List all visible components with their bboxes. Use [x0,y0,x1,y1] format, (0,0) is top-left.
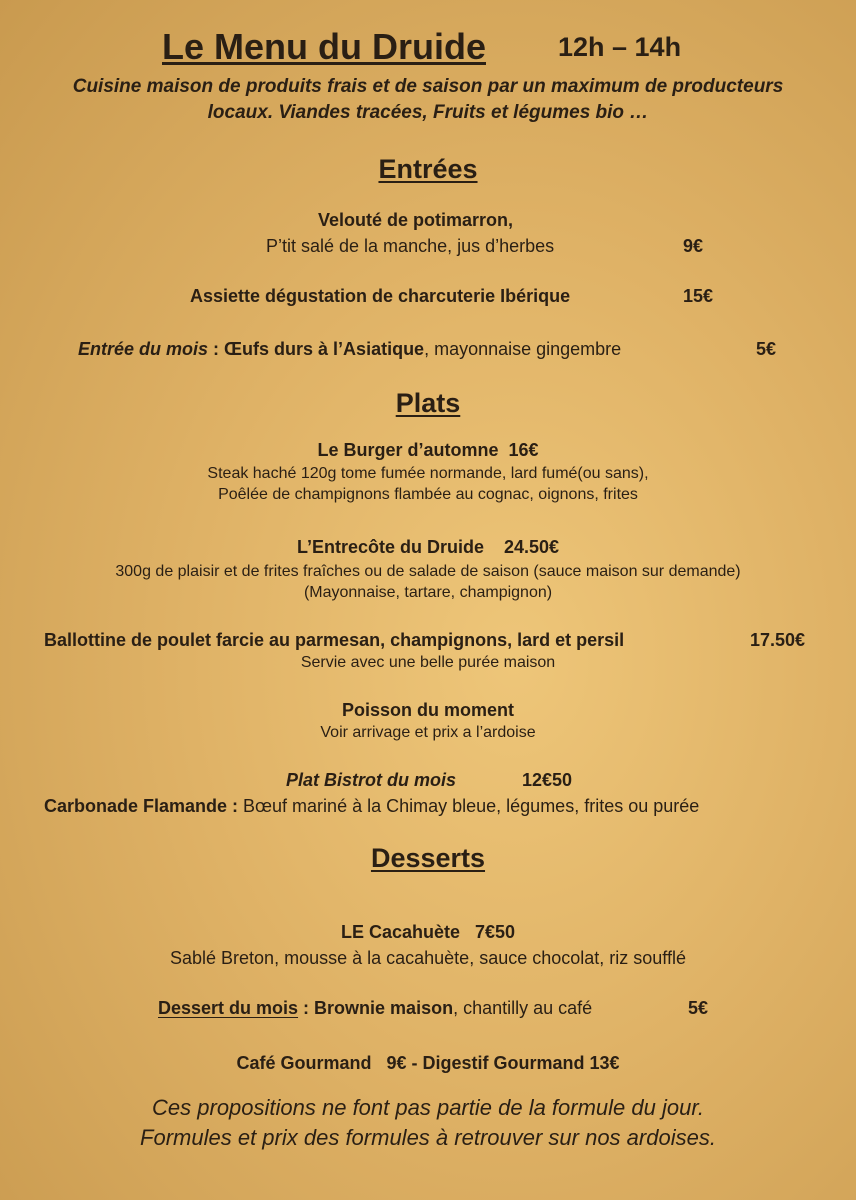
entree-du-mois-details: , mayonnaise gingembre [424,339,622,359]
cafe-digestif-line: Café Gourmand 9€ - Digestif Gourmand 13€ [236,1053,620,1073]
poisson-title: Poisson du moment [341,700,514,720]
entree-du-mois [78,339,621,360]
dessert-du-mois-details: , chantilly au café [453,998,593,1018]
plat-bistrot-label: Plat Bistrot du mois [286,770,457,790]
assiette-name: Assiette dégustation de charcuterie Ibérique [190,286,571,306]
burger-title: Le Burger d’automne 16€ [317,440,539,460]
veloute-name: Velouté de potimarron, [318,210,514,230]
plat-bistrot-price: 12€50 [522,770,573,790]
veloute-price: 9€ [683,236,704,256]
dessert-du-mois-label: Dessert du mois [158,998,299,1018]
ballottine-price: 17.50€ [750,630,806,650]
section-heading-plats: Plats [395,388,461,418]
entrecote-description-2: (Mayonnaise, tartare, champignon) [303,584,553,601]
veloute-description: P’tit salé de la manche, jus d’herbes [266,236,555,256]
section-heading-entrees: Entrées [378,154,478,184]
carbonade-line [44,796,699,817]
menu-title: Le Menu du Druide [162,26,486,67]
dessert-du-mois-price: 5€ [688,998,709,1018]
entrecote-title: L’Entrecôte du Druide 24.50€ [296,537,560,557]
burger-description-1: Steak haché 120g tome fumée normande, lard fumé(ou sans), [207,465,649,482]
entree-du-mois-dish: Œufs durs à l’Asiatique [224,339,425,359]
assiette-price: 15€ [683,286,714,306]
service-hours: 12h – 14h [558,32,682,62]
entree-du-mois-separator: : [208,339,225,359]
section-heading-desserts: Desserts [370,843,486,873]
poisson-description: Voir arrivage et prix a l’ardoise [320,724,536,741]
dessert-du-mois [158,998,592,1019]
dessert-du-mois-dish: Brownie maison [314,998,454,1018]
intro-line-2: locaux. Viandes tracées, Fruits et légumes bio … [207,102,649,123]
entree-du-mois-label: Entrée du mois [78,339,209,359]
ballottine-description: Servie avec une belle purée maison [300,654,556,671]
burger-description-2: Poêlée de champignons flambée au cognac, oignons, frites [218,486,638,503]
footer-line-1: Ces propositions ne font pas partie de la formule du jour. [152,1095,704,1120]
entree-du-mois-price: 5€ [756,339,777,359]
dessert-du-mois-separator: : [298,998,315,1018]
footer-line-2: Formules et prix des formules à retrouver sur nos ardoises. [140,1125,716,1150]
carbonade-description: Bœuf mariné à la Chimay bleue, légumes, frites ou purée [243,796,700,816]
entrecote-description-1: 300g de plaisir et de frites fraîches ou de salade de saison (sauce maison sur demande) [115,563,741,580]
carbonade-name: Carbonade Flamande : [44,796,244,816]
ballottine-title: Ballottine de poulet farcie au parmesan, champignons, lard et persil [44,630,625,650]
intro-line-1: Cuisine maison de produits frais et de saison par un maximum de producteurs [72,76,784,97]
cacahuete-title: LE Cacahuète 7€50 [340,922,516,942]
cacahuete-description: Sablé Breton, mousse à la cacahuète, sauce chocolat, riz soufflé [170,948,686,968]
